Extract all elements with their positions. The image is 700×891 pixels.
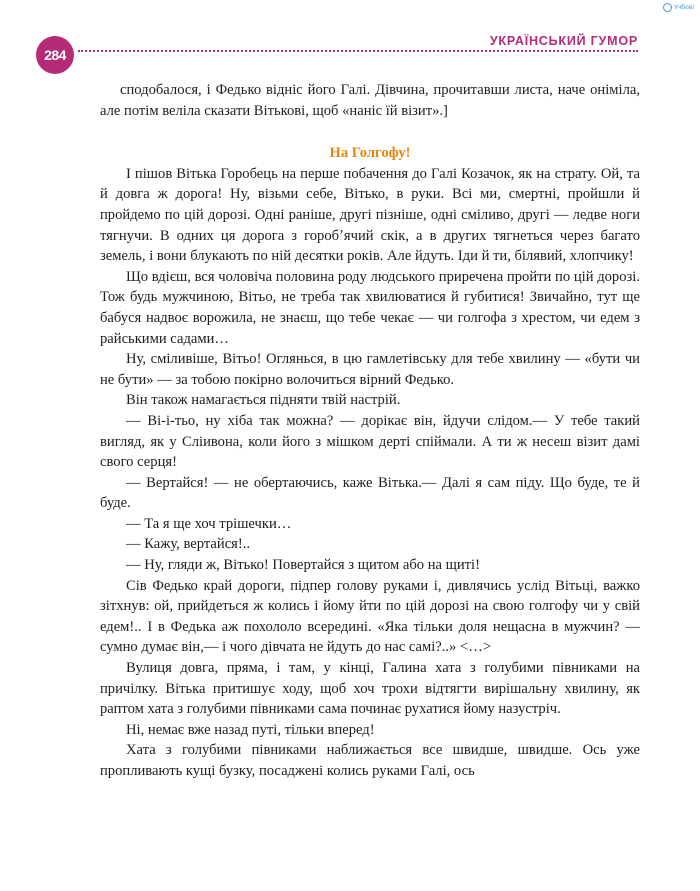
dialogue-line: — Та я ще хоч трішечки…	[126, 515, 292, 532]
paragraph: Він також намагається підняти твій настрій.	[126, 392, 401, 409]
publisher-logo	[663, 3, 694, 12]
paragraph: Що вдієш, вся чоловіча половина роду людського приречена пройти по цій дорозі. Тож будь мужчиною, Вітьо, не треба так хвилюватися й губитися! Звичайно, тут ще бабуся надвоє ворожила, не знаєш, що тебе чекає — чи голгофа з хрестом, чи едем з райськими садами…	[100, 268, 640, 347]
logo-text: Учбові	[674, 4, 694, 11]
paragraph: Ні, немає вже назад путі, тільки вперед!	[126, 721, 375, 738]
running-head: УКРАЇНСЬКИЙ ГУМОР	[489, 34, 638, 48]
dialogue-line: — Ві-і-тьо, ну хіба так можна? — дорікає він, йдучи слідом.— У тебе такий вигляд, як у Сліивона, коли його з мішком дерті спіймали. А ти ж несеш візит дамі свого серця!	[100, 412, 640, 471]
logo-circle-icon	[663, 3, 672, 12]
paragraph: Сів Федько край дороги, підпер голову руками і, дивлячись услід Вітьці, важко зітхнув: ой, прийдеться ж колись і йому йти по цій дорозі на свою голгофу чи у свій едем!.. І в Федька аж похололо всередині. «Яка тільки доля нещасна в мужчин? — сумно думає він,— і чого дівчата не йдуть до нас самі?..» <…>	[100, 577, 640, 656]
page-number-badge	[36, 36, 74, 74]
paragraph: І пішов Вітька Горобець на перше побачення до Галі Козачок, як на страту. Ой, та й довга ж дорога! Ну, візьми себе, Вітько, в руки. Всі ми, смертні, пройшли й пройдемо по цій дорозі. Одні раніше, другі пізніше, одні сміливо, другі — ледве ноги тягнучи. В одних ця дорога з горобʼячий скік, а в других тягнеться через багато земель, і вони блукають по ній десятки років. Але йдуть. Іди й ти, білявий, хлопчику!	[100, 165, 640, 265]
dialogue-line: — Вертайся! — не обертаючись, каже Вітька.— Далі я сам піду. Що буде, те й буде.	[100, 474, 640, 512]
section-title: На Голгофу!	[329, 145, 411, 162]
paragraph: Хата з голубими півниками наближається все швидше, швидше. Ось уже пропливають кущі бузку, посаджені колись руками Галі, ось	[100, 742, 640, 779]
dialogue-line: — Ну, гляди ж, Вітько! Повертайся з щитом або на щиті!	[126, 557, 480, 574]
paragraph: Ну, сміливіше, Вітьо! Оглянься, в цю гамлетівську для тебе хвилину — «бути чи не бути» — за тобою покірно волочиться вірний Федько.	[100, 351, 640, 388]
intro-paragraph: сподобалося, і Федько відніс його Галі. Дівчина, прочитавши листа, наче оніміла, але потім веліла сказати Вітькові, щоб «наніс їй візит».]	[100, 82, 640, 119]
page-body	[100, 80, 640, 782]
dialogue-line: — Кажу, вертайся!..	[126, 536, 251, 553]
header-dotted-rule	[78, 50, 638, 52]
page-number: 284	[44, 47, 66, 63]
paragraph: Вулиця довга, пряма, і там, у кінці, Галина хата з голубими півниками на причілку. Вітька притишує ходу, щоб хоч трохи відтягти вирішальну хвилину, як раптом хата з голубими півниками сама починає рухатися йому назустріч.	[100, 660, 640, 718]
